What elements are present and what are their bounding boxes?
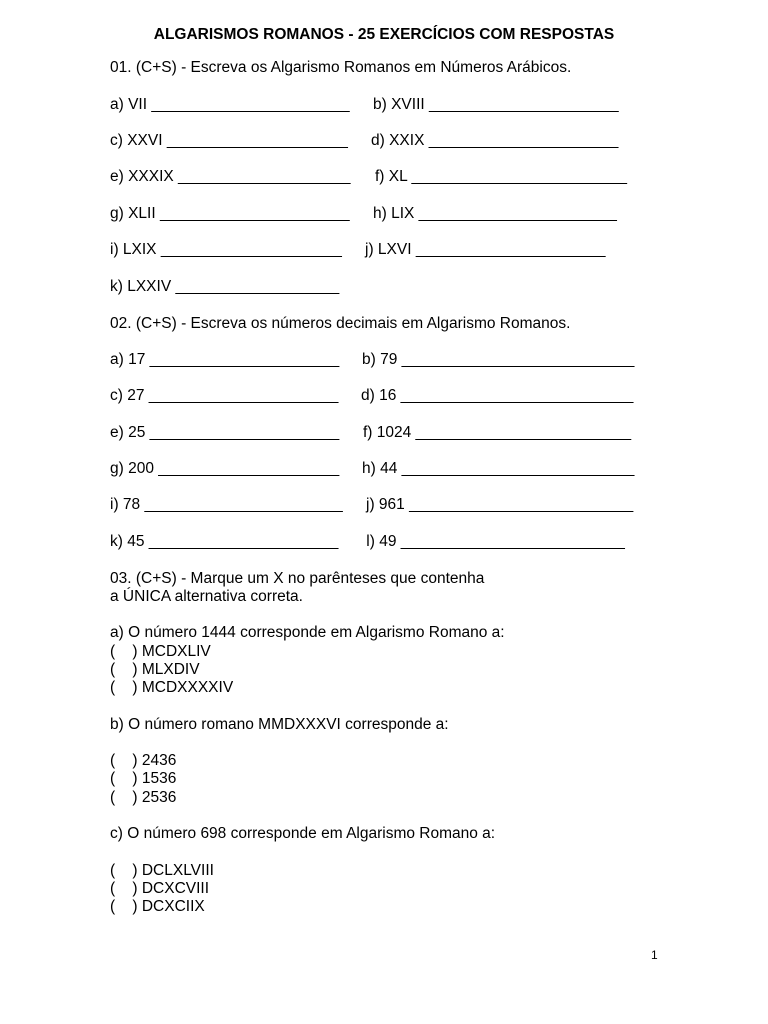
q2-item-h: h) 44 ___________________________ <box>362 460 635 477</box>
q3b-option-3: ( ) 2536 <box>110 789 177 806</box>
q2-item-k: k) 45 ______________________ <box>110 533 339 550</box>
q3c-prompt: c) O número 698 corresponde em Algarismo Romano a: <box>110 825 496 842</box>
q1-item-b: b) XVIII ______________________ <box>373 96 619 113</box>
q2-item-d: d) 16 ___________________________ <box>361 387 634 404</box>
q2-item-j: j) 961 __________________________ <box>366 496 634 513</box>
q2-header: 02. (C+S) - Escreva os números decimais em Algarismo Romanos. <box>110 315 571 332</box>
q3-header-line1: 03. (C+S) - Marque um X no parênteses que contenha <box>110 570 485 587</box>
q1-item-e: e) XXXIX ____________________ <box>110 168 351 185</box>
q1-item-g: g) XLII ______________________ <box>110 205 350 222</box>
q1-item-h: h) LIX _______________________ <box>373 205 617 222</box>
q1-item-c: c) XXVI _____________________ <box>110 132 348 149</box>
q3a-prompt: a) O número 1444 corresponde em Algarismo Romano a: <box>110 624 505 641</box>
q2-item-a: a) 17 ______________________ <box>110 351 340 368</box>
q2-item-l: l) 49 __________________________ <box>362 533 625 550</box>
q3a-option-2: ( ) MLXDIV <box>110 661 200 678</box>
q3c-option-2: ( ) DCXCVIII <box>110 880 210 897</box>
q2-item-g: g) 200 _____________________ <box>110 460 340 477</box>
q1-header: 01. (C+S) - Escreva os Algarismo Romanos em Números Arábicos. <box>110 59 572 76</box>
q3b-prompt: b) O número romano MMDXXXVI corresponde a: <box>110 716 449 733</box>
q3b-option-1: ( ) 2436 <box>110 752 177 769</box>
q3b-option-2: ( ) 1536 <box>110 770 177 787</box>
q1-item-f: f) XL _________________________ <box>375 168 627 185</box>
page-number: 1 <box>651 948 658 962</box>
q1-item-k: k) LXXIV ___________________ <box>110 278 340 295</box>
q2-item-b: b) 79 ___________________________ <box>362 351 635 368</box>
q3c-option-3: ( ) DCXCIIX <box>110 898 205 915</box>
q2-item-i: i) 78 _______________________ <box>110 496 343 513</box>
q3a-option-3: ( ) MCDXXXXIV <box>110 679 234 696</box>
q2-item-e: e) 25 ______________________ <box>110 424 340 441</box>
q3c-option-1: ( ) DCLXLVIII <box>110 862 214 879</box>
document-title: ALGARISMOS ROMANOS - 25 EXERCÍCIOS COM RESPOSTAS <box>153 26 615 43</box>
q2-item-f: f) 1024 _________________________ <box>363 424 632 441</box>
q1-item-d: d) XXIX ______________________ <box>371 132 619 149</box>
q1-item-a: a) VII _______________________ <box>110 96 350 113</box>
q3-header-line2: a ÚNICA alternativa correta. <box>110 588 303 605</box>
q1-item-j: j) LXVI ______________________ <box>365 241 606 258</box>
q2-item-c: c) 27 ______________________ <box>110 387 339 404</box>
q1-item-i: i) LXIX _____________________ <box>110 241 342 258</box>
q3a-option-1: ( ) MCDXLIV <box>110 643 211 660</box>
